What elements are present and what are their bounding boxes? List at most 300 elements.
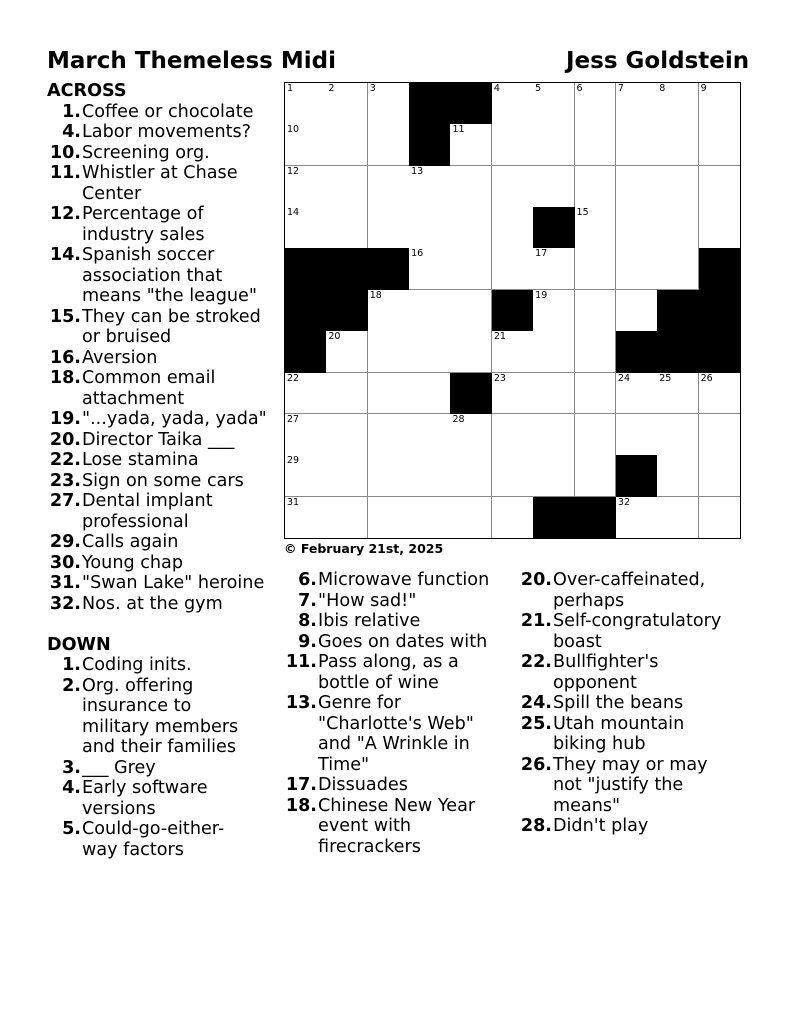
clue-number: 3.	[62, 757, 81, 778]
grid-cell[interactable]	[492, 207, 534, 249]
grid-cell[interactable]	[699, 455, 740, 497]
clue-text	[318, 652, 511, 693]
clue-line: perhaps	[553, 590, 625, 611]
grid-block	[616, 331, 658, 373]
clue-item	[47, 491, 283, 532]
clue-item	[47, 245, 283, 307]
grid-cell-number: 16	[411, 248, 424, 260]
clue-line: Microwave function	[318, 570, 490, 590]
clue-line: "...yada, yada, yada"	[82, 409, 267, 429]
grid-block	[492, 290, 534, 332]
clue-item	[283, 632, 511, 653]
grid-block	[285, 248, 327, 290]
crossword-grid	[284, 82, 741, 539]
clue-item	[283, 796, 511, 858]
grid-cell-number: 23	[493, 372, 506, 384]
clue-text	[82, 368, 283, 409]
grid-cell[interactable]	[450, 497, 492, 538]
grid-cell[interactable]	[285, 207, 327, 249]
grid-cell[interactable]	[285, 455, 327, 497]
grid-block	[533, 207, 575, 249]
clue-line: Nos. at the gym	[82, 593, 223, 614]
grid-cell[interactable]	[575, 331, 617, 373]
grid-cell[interactable]	[368, 497, 410, 538]
clue-line: Utah mountain	[553, 713, 685, 734]
grid-block	[699, 248, 740, 290]
clue-line: or bruised	[82, 327, 172, 347]
grid-cell[interactable]	[657, 497, 699, 538]
grid-cell[interactable]	[575, 373, 617, 415]
clue-number: 28.	[520, 816, 552, 836]
grid-cell[interactable]	[699, 124, 740, 166]
clue-number: 11.	[285, 652, 317, 672]
clue-number: 6.	[298, 570, 317, 590]
clue-number: 16.	[49, 347, 81, 368]
clue-number: 22.	[49, 450, 81, 470]
grid-cell-number: 31	[287, 496, 300, 508]
grid-cell-number: 1	[287, 83, 294, 94]
grid-cell-number: 6	[576, 83, 583, 94]
grid-cell[interactable]	[326, 83, 368, 125]
clue-line: opponent	[553, 672, 637, 693]
clue-line: Center	[82, 183, 142, 204]
grid-cell[interactable]	[450, 207, 492, 249]
clue-line: biking hub	[553, 734, 646, 754]
grid-cell[interactable]	[326, 331, 368, 373]
clue-number: 25.	[520, 713, 552, 734]
grid-cell-number: 27	[287, 413, 300, 425]
clue-text	[318, 570, 511, 591]
across-heading: ACROSS	[47, 81, 127, 101]
grid-block	[657, 290, 699, 332]
grid-cell[interactable]	[450, 455, 492, 497]
grid-cell[interactable]	[657, 124, 699, 166]
grid-cell[interactable]	[575, 166, 617, 208]
clue-number: 21.	[520, 611, 552, 631]
grid-cell[interactable]	[450, 331, 492, 373]
clue-line: Chinese New Year	[318, 795, 476, 816]
grid-block	[616, 455, 658, 497]
clue-number: 19.	[49, 409, 81, 429]
grid-cell-number: 22	[287, 372, 300, 384]
grid-cell[interactable]	[616, 166, 658, 208]
grid-cell[interactable]	[450, 414, 492, 456]
clue-item	[47, 676, 283, 758]
grid-cell[interactable]	[326, 497, 368, 538]
grid-cell[interactable]	[409, 414, 451, 456]
clue-line: Percentage of	[82, 204, 204, 224]
clue-number: 23.	[49, 470, 81, 491]
grid-cell[interactable]	[533, 455, 575, 497]
grid-block	[533, 497, 575, 538]
grid-cell[interactable]	[533, 248, 575, 290]
grid-cell[interactable]	[368, 331, 410, 373]
clue-line: Young chap	[82, 552, 184, 573]
grid-block	[285, 290, 327, 332]
grid-cell[interactable]	[285, 373, 327, 415]
grid-cell-number: 10	[287, 124, 300, 136]
grid-cell[interactable]	[409, 373, 451, 415]
clue-line: Aversion	[82, 347, 158, 368]
clue-text	[553, 714, 748, 755]
grid-cell[interactable]	[616, 83, 658, 125]
clue-number: 11.	[49, 163, 81, 183]
grid-cell[interactable]	[409, 248, 451, 290]
grid-block	[450, 373, 492, 415]
clue-line: "Charlotte's Web"	[318, 713, 474, 734]
grid-block	[326, 290, 368, 332]
grid-cell[interactable]	[492, 83, 534, 125]
clue-item	[283, 611, 511, 632]
clue-number: 2.	[62, 675, 81, 696]
clue-item	[47, 450, 283, 471]
grid-cell[interactable]	[533, 166, 575, 208]
clue-number: 1.	[62, 655, 81, 675]
clue-item	[47, 409, 283, 430]
grid-cell[interactable]	[616, 207, 658, 249]
clue-line: Coding inits.	[82, 655, 192, 675]
grid-cell-number: 2	[328, 83, 335, 94]
clue-text	[553, 570, 748, 611]
clue-number: 18.	[49, 368, 81, 388]
grid-cell[interactable]	[492, 331, 534, 373]
grid-cell-number: 13	[411, 165, 424, 177]
clue-text	[82, 532, 283, 553]
grid-cell[interactable]	[368, 166, 410, 208]
clue-line: Early software	[82, 778, 208, 798]
clue-line: Screening org.	[82, 142, 210, 163]
grid-cell[interactable]	[326, 414, 368, 456]
clue-item	[47, 204, 283, 245]
clue-item	[47, 655, 283, 676]
clue-item	[47, 163, 283, 204]
clue-line: Sign on some cars	[82, 470, 244, 491]
grid-block	[285, 331, 327, 373]
grid-cell[interactable]	[657, 83, 699, 125]
clue-number: 5.	[62, 819, 81, 839]
clue-number: 12.	[49, 204, 81, 224]
clue-line: means "the league"	[82, 286, 257, 306]
grid-block	[326, 248, 368, 290]
grid-cell[interactable]	[326, 124, 368, 166]
clue-text	[553, 755, 748, 817]
clue-line: Dental implant	[82, 491, 213, 511]
clue-text	[82, 594, 283, 615]
grid-block	[699, 331, 740, 373]
clue-line: means"	[553, 795, 621, 816]
clue-number: 32.	[49, 593, 81, 614]
grid-cell[interactable]	[533, 124, 575, 166]
clue-number: 20.	[49, 429, 81, 450]
clue-number: 30.	[49, 552, 81, 573]
clue-line: Spill the beans	[553, 693, 684, 713]
clue-number: 24.	[520, 693, 552, 713]
clue-item	[47, 348, 283, 369]
grid-cell[interactable]	[285, 414, 327, 456]
clue-item	[283, 775, 511, 796]
grid-cell[interactable]	[368, 290, 410, 332]
clue-line: industry sales	[82, 224, 205, 245]
clue-line: firecrackers	[318, 836, 421, 857]
clue-text	[318, 632, 511, 653]
clue-line: Dissuades	[318, 775, 408, 795]
grid-cell-number: 14	[287, 207, 300, 219]
clue-line: Over-caffeinated,	[553, 570, 706, 590]
grid-cell-number: 3	[369, 83, 376, 94]
grid-cell[interactable]	[285, 83, 327, 125]
grid-cell[interactable]	[492, 497, 534, 538]
grid-cell[interactable]	[533, 290, 575, 332]
clue-text	[553, 693, 748, 714]
clue-item	[47, 368, 283, 409]
grid-cell[interactable]	[616, 290, 658, 332]
grid-cell[interactable]	[616, 497, 658, 538]
grid-cell[interactable]	[699, 497, 740, 538]
clue-item	[47, 471, 283, 492]
clue-number: 15.	[49, 306, 81, 327]
grid-cell[interactable]	[368, 414, 410, 456]
clue-text	[318, 611, 511, 632]
clue-line: insurance to	[82, 696, 192, 716]
clue-item	[47, 143, 283, 164]
grid-cell[interactable]	[409, 166, 451, 208]
grid-cell[interactable]	[575, 207, 617, 249]
clue-number: 7.	[298, 590, 317, 611]
clue-text	[82, 676, 283, 758]
grid-cell[interactable]	[657, 414, 699, 456]
grid-cell[interactable]	[616, 373, 658, 415]
clue-line: Common email	[82, 368, 216, 388]
grid-cell[interactable]	[326, 166, 368, 208]
clue-item	[47, 573, 283, 594]
clue-item	[283, 652, 511, 693]
grid-cell[interactable]	[368, 124, 410, 166]
grid-cell[interactable]	[699, 207, 740, 249]
clue-line: Calls again	[82, 532, 179, 552]
clue-line: Org. offering	[82, 675, 194, 696]
clue-item	[47, 307, 283, 348]
clue-item	[518, 652, 748, 693]
grid-cell[interactable]	[657, 248, 699, 290]
across-clues-column	[47, 81, 283, 860]
clue-number: 4.	[62, 778, 81, 798]
grid-cell[interactable]	[533, 83, 575, 125]
grid-cell[interactable]	[285, 497, 327, 538]
clue-text	[82, 122, 283, 143]
across-clue-list	[47, 102, 283, 615]
grid-cell-number: 11	[452, 124, 465, 136]
clue-item	[518, 570, 748, 611]
grid-cell[interactable]	[409, 455, 451, 497]
grid-cell[interactable]	[699, 414, 740, 456]
grid-cell-number: 9	[700, 83, 707, 94]
clue-number: 1.	[62, 101, 81, 122]
grid-cell[interactable]	[326, 373, 368, 415]
grid-cell-number: 19	[535, 289, 548, 301]
grid-cell[interactable]	[699, 83, 740, 125]
clue-line: Lose stamina	[82, 450, 199, 470]
clue-item	[518, 611, 748, 652]
grid-cell-number: 24	[617, 372, 630, 384]
grid-cell[interactable]	[326, 455, 368, 497]
clue-line: and their families	[82, 737, 237, 757]
clue-number: 17.	[285, 775, 317, 795]
clue-text	[82, 409, 283, 430]
clue-line: Pass along, as a	[318, 652, 459, 672]
grid-cell-number: 26	[700, 372, 713, 384]
clue-number: 27.	[49, 491, 81, 511]
grid-cell[interactable]	[575, 248, 617, 290]
clue-line: "Swan Lake" heroine	[82, 573, 265, 593]
grid-cell[interactable]	[575, 414, 617, 456]
clue-text	[82, 778, 283, 819]
grid-cell[interactable]	[409, 290, 451, 332]
clue-line: Director Taika ___	[82, 429, 235, 450]
grid-cell[interactable]	[409, 207, 451, 249]
grid-cell[interactable]	[450, 166, 492, 208]
grid-cell[interactable]	[368, 207, 410, 249]
grid-cell[interactable]	[575, 124, 617, 166]
grid-cell[interactable]	[699, 373, 740, 415]
clue-text	[82, 471, 283, 492]
grid-cell[interactable]	[616, 414, 658, 456]
grid-cell[interactable]	[450, 290, 492, 332]
grid-cell[interactable]	[326, 207, 368, 249]
clue-number: 9.	[298, 631, 317, 652]
grid-block	[409, 124, 451, 166]
clue-line: ___ Grey	[82, 757, 156, 778]
down-clue-list-2	[283, 570, 511, 857]
grid-cell[interactable]	[575, 83, 617, 125]
grid-cell[interactable]	[657, 455, 699, 497]
clue-line: Whistler at Chase	[82, 163, 238, 183]
clue-number: 13.	[285, 693, 317, 713]
grid-block	[450, 83, 492, 125]
clue-line: and "A Wrinkle in	[318, 734, 470, 754]
clue-text	[318, 591, 511, 612]
clue-line: They can be stroked	[82, 306, 261, 327]
clue-line: attachment	[82, 388, 185, 409]
grid-cell[interactable]	[285, 166, 327, 208]
clue-line: Bullfighter's	[553, 652, 659, 672]
clue-text	[553, 611, 748, 652]
clue-line: Genre for	[318, 693, 402, 713]
clue-text	[82, 163, 283, 204]
grid-cell[interactable]	[616, 248, 658, 290]
grid-cell[interactable]	[492, 166, 534, 208]
clue-text	[82, 573, 283, 594]
grid-cell-number: 25	[659, 372, 672, 384]
clue-line: not "justify the	[553, 775, 684, 795]
grid-cell-number: 15	[576, 207, 589, 219]
grid-cell[interactable]	[616, 124, 658, 166]
grid-cell[interactable]	[492, 248, 534, 290]
clue-line: bottle of wine	[318, 672, 439, 693]
clue-item	[47, 778, 283, 819]
grid-cell[interactable]	[533, 331, 575, 373]
clue-text	[82, 245, 283, 307]
clue-line: way factors	[82, 839, 184, 860]
clue-line: They may or may	[553, 754, 708, 775]
clue-text	[318, 693, 511, 775]
grid-cell-number: 32	[617, 496, 630, 508]
grid-cell[interactable]	[492, 373, 534, 415]
grid-cell[interactable]	[409, 497, 451, 538]
grid-cell[interactable]	[409, 331, 451, 373]
clue-text	[82, 553, 283, 574]
grid-cell[interactable]	[492, 455, 534, 497]
clue-number: 29.	[49, 532, 81, 552]
grid-cell[interactable]	[368, 455, 410, 497]
copyright-notice: © February 21st, 2025	[284, 541, 444, 556]
grid-cell[interactable]	[368, 373, 410, 415]
grid-cell[interactable]	[657, 373, 699, 415]
clue-text	[82, 307, 283, 348]
clue-text	[82, 430, 283, 451]
grid-cell-number: 12	[287, 165, 300, 177]
clue-text	[318, 796, 511, 858]
grid-cell[interactable]	[492, 124, 534, 166]
clue-number: 20.	[520, 570, 552, 590]
clue-number: 10.	[49, 142, 81, 163]
grid-cell-number: 28	[452, 413, 465, 425]
grid-cell-number: 20	[328, 331, 341, 343]
clue-line: Goes on dates with	[318, 631, 488, 652]
clue-item	[518, 714, 748, 755]
grid-cell[interactable]	[699, 166, 740, 208]
grid-cell[interactable]	[492, 414, 534, 456]
down-clues-column-3	[518, 570, 748, 837]
clue-item	[283, 693, 511, 775]
clue-line: Didn't play	[553, 816, 649, 836]
down-clues-column-2	[283, 570, 511, 857]
clue-line: event with	[318, 816, 412, 836]
clue-text	[82, 491, 283, 532]
grid-block	[409, 83, 451, 125]
clue-item	[47, 594, 283, 615]
grid-cell-number: 17	[535, 248, 548, 260]
clue-item	[518, 816, 748, 837]
grid-cell[interactable]	[450, 248, 492, 290]
grid-cell[interactable]	[575, 290, 617, 332]
clue-line: versions	[82, 798, 156, 819]
grid-block	[575, 497, 617, 538]
clue-line: Coffee or chocolate	[82, 101, 254, 122]
clue-text	[82, 758, 283, 779]
grid-cell[interactable]	[533, 373, 575, 415]
clue-number: 4.	[62, 122, 81, 142]
grid-cell[interactable]	[285, 124, 327, 166]
grid-cell[interactable]	[450, 124, 492, 166]
grid-cell[interactable]	[533, 414, 575, 456]
clue-item	[47, 758, 283, 779]
grid-block	[368, 248, 410, 290]
down-clue-list-3	[518, 570, 748, 837]
clue-number: 22.	[520, 652, 552, 672]
clue-item	[47, 102, 283, 123]
grid-cell[interactable]	[575, 455, 617, 497]
clue-item	[518, 755, 748, 817]
clue-item	[47, 553, 283, 574]
grid-cell[interactable]	[657, 207, 699, 249]
grid-cell-number: 7	[617, 83, 624, 94]
clue-text	[553, 816, 748, 837]
grid-cell-number: 29	[287, 455, 300, 467]
grid-cell[interactable]	[368, 83, 410, 125]
grid-cell[interactable]	[657, 166, 699, 208]
grid-cell-number: 4	[493, 83, 500, 94]
clue-item	[47, 819, 283, 860]
